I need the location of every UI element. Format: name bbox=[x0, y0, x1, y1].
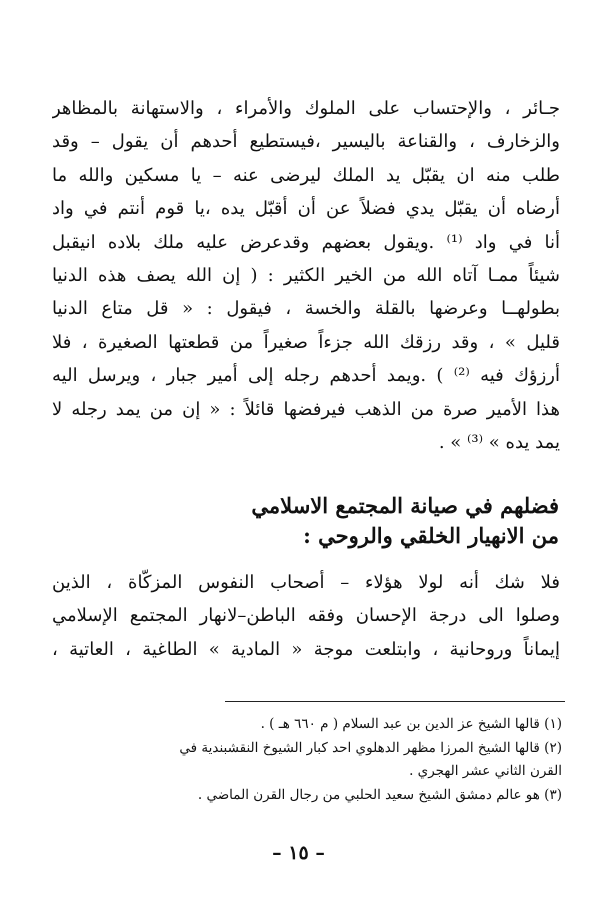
footnote-line: القرن الثاني عشر الهجري . bbox=[409, 763, 562, 779]
text-line: هذا الأمير صرة من الذهب فيرفضها قائلاً : « إن من يمد رجله لا bbox=[52, 398, 560, 420]
text-line: وصلوا الى درجة الإحسان وفقه الباطن–لانهار المجتمع الإسلامي bbox=[52, 605, 560, 627]
section-heading: فضلهم في صيانة المجتمع الاسلامي bbox=[251, 493, 559, 518]
paragraph-1 bbox=[52, 92, 560, 459]
footnote-line: (١) قالها الشيخ عز الدين بن عبد السلام ( م ٦٦٠ هـ ) . bbox=[260, 716, 562, 732]
footnotes bbox=[52, 713, 562, 807]
footnote-line: (٣) هو عالم دمشق الشيخ سعيد الحلبي من رجال القرن الماضي . bbox=[197, 786, 562, 803]
text-line: والزخارف ، والقناعة باليسير ،فيستطيع أحدهم أن يقول – وقد bbox=[52, 131, 560, 153]
text-line: قليل » ، وقد رزقك الله جزءاً صغيراً من قطعتها الصغيرة ، فلا bbox=[52, 331, 560, 353]
text-line: أرضاه أن يقبّل يدي فضلاً عن أن أقبّل يده ،يا قوم أنتم في واد bbox=[52, 198, 560, 220]
text-line: أرزؤك فيه ⁽²⁾ ) .ويمد أحدهم رجله إلى أمير جبار ، ويرسل اليه bbox=[52, 365, 560, 387]
footnote-line: (٢) قالها الشيخ المرزا مظهر الدهلوي احد كبار الشيوخ النقشبندية في bbox=[179, 739, 562, 756]
text-line: بطولهــا وعرضها بالقلة والخسة ، فيقول : « قل متاع الدنيا bbox=[52, 298, 560, 320]
page-number: – ١٥ – bbox=[272, 842, 325, 864]
text-line: إيماناً وروحانية ، وابتلعت موجة « المادية » الطاغية ، العاتية ، bbox=[52, 638, 560, 660]
text-line: يمد يده » ⁽³⁾ » . bbox=[438, 431, 560, 453]
text-line: طلب منه ان يقبّل يد الملك ليرضى عنه – يا مسكين والله ما bbox=[52, 164, 560, 186]
paragraph-2 bbox=[52, 566, 560, 666]
text-line: جـائر ، والإحتساب على الملوك والأمراء ، والاستهانة بالمظاهر bbox=[52, 98, 560, 119]
section-subheading: من الانهيار الخلقي والروحي : bbox=[303, 523, 559, 548]
footnote-separator bbox=[225, 701, 565, 702]
text-line: فلا شك أنه لولا هؤلاء – أصحاب النفوس المزكّاة ، الذين bbox=[52, 572, 560, 593]
text-line: أنا في واد ⁽¹⁾ .ويقول بعضهم وقدعرض عليه ملك بلاده انيقبل bbox=[52, 231, 560, 253]
text-line: شيئاً ممـا آتاه الله من الخير الكثير : ( إن الله يصف هذه الدنيا bbox=[52, 264, 560, 286]
